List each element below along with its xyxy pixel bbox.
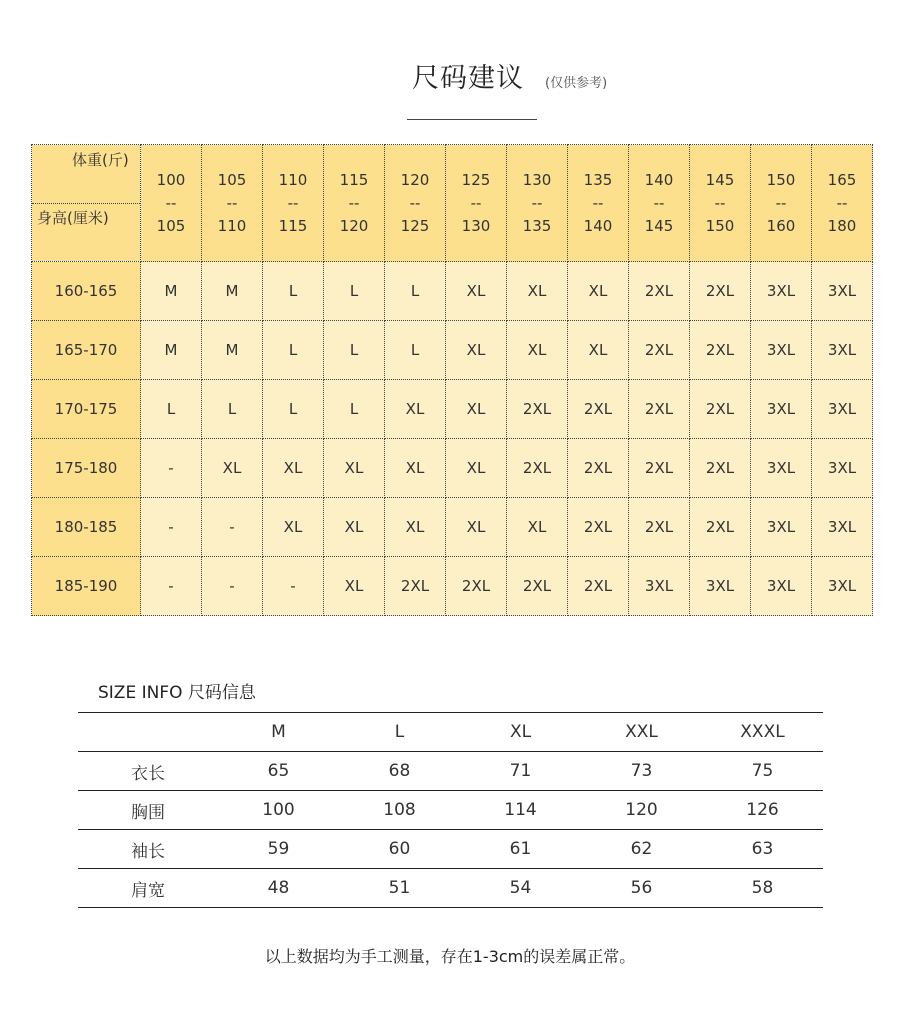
corner-cell xyxy=(32,145,141,262)
weight-separator: -- xyxy=(226,193,238,212)
weight-header-row xyxy=(32,145,873,262)
size-cell: 3XL xyxy=(812,262,873,321)
weight-to: 130 xyxy=(461,216,491,235)
weight-to: 145 xyxy=(644,216,674,235)
height-row xyxy=(32,557,873,616)
size-cell: XL xyxy=(385,439,446,498)
size-cell: - xyxy=(141,498,202,557)
size-cell: 3XL xyxy=(751,262,812,321)
size-column-header: M xyxy=(218,713,339,752)
size-cell: 3XL xyxy=(751,439,812,498)
measurement-value: 120 xyxy=(581,791,702,830)
size-cell: 3XL xyxy=(751,380,812,439)
height-range-cell: 160-165 xyxy=(32,262,141,321)
size-cell: 3XL xyxy=(690,557,751,616)
size-cell: 2XL xyxy=(568,498,629,557)
weight-to: 115 xyxy=(278,216,308,235)
size-info-row xyxy=(78,752,823,791)
height-row xyxy=(32,439,873,498)
measurement-value: 58 xyxy=(702,869,823,908)
weight-to: 180 xyxy=(827,216,857,235)
measurement-value: 100 xyxy=(218,791,339,830)
size-cell: XL xyxy=(446,262,507,321)
size-cell: L xyxy=(141,380,202,439)
size-cell: L xyxy=(263,380,324,439)
size-cell: 2XL xyxy=(629,380,690,439)
size-cell: M xyxy=(141,321,202,380)
size-cell: 3XL xyxy=(751,557,812,616)
size-cell: XL xyxy=(202,439,263,498)
measurement-label: 胸围 xyxy=(78,791,218,830)
measurement-value: 62 xyxy=(581,830,702,869)
weight-from: 115 xyxy=(339,170,369,189)
weight-separator: -- xyxy=(287,193,299,212)
weight-range-cell xyxy=(568,145,629,262)
weight-range-cell xyxy=(812,145,873,262)
size-cell: XL xyxy=(446,380,507,439)
size-cell: XL xyxy=(446,321,507,380)
height-range-cell: 180-185 xyxy=(32,498,141,557)
weight-range-cell xyxy=(385,145,446,262)
measurement-value: 73 xyxy=(581,752,702,791)
size-cell: XL xyxy=(385,498,446,557)
height-row xyxy=(32,380,873,439)
size-cell: L xyxy=(324,380,385,439)
measurement-note: 以上数据均为手工测量，存在1-3cm的误差属正常。 xyxy=(264,947,636,966)
size-cell: 3XL xyxy=(812,498,873,557)
weight-to: 135 xyxy=(522,216,552,235)
size-cell: L xyxy=(263,321,324,380)
measurement-value: 60 xyxy=(339,830,460,869)
size-cell: XL xyxy=(568,321,629,380)
weight-from: 140 xyxy=(644,170,674,189)
weight-axis-label: 体重(斤) xyxy=(72,151,129,169)
size-info-row xyxy=(78,791,823,830)
size-cell: 3XL xyxy=(812,321,873,380)
measurement-value: 56 xyxy=(581,869,702,908)
size-cell: L xyxy=(263,262,324,321)
weight-separator: -- xyxy=(409,193,421,212)
size-info-row xyxy=(78,869,823,908)
measurement-value: 68 xyxy=(339,752,460,791)
weight-range-cell xyxy=(507,145,568,262)
size-cell: 3XL xyxy=(812,380,873,439)
weight-separator: -- xyxy=(470,193,482,212)
size-cell: L xyxy=(385,321,446,380)
size-cell: 2XL xyxy=(690,380,751,439)
size-cell: M xyxy=(202,321,263,380)
weight-from: 100 xyxy=(156,170,186,189)
size-cell: XL xyxy=(507,498,568,557)
weight-range-cell xyxy=(690,145,751,262)
size-cell: L xyxy=(324,321,385,380)
height-range-cell: 175-180 xyxy=(32,439,141,498)
weight-from: 105 xyxy=(217,170,247,189)
height-row xyxy=(32,262,873,321)
weight-from: 125 xyxy=(461,170,491,189)
size-cell: - xyxy=(141,439,202,498)
size-column-header: XXXL xyxy=(702,713,823,752)
measurement-value: 75 xyxy=(702,752,823,791)
size-cell: XL xyxy=(324,498,385,557)
title-underline xyxy=(407,119,537,120)
measurement-value: 71 xyxy=(460,752,581,791)
size-cell: 2XL xyxy=(568,557,629,616)
height-range-cell: 185-190 xyxy=(32,557,141,616)
size-cell: 3XL xyxy=(812,439,873,498)
size-column-header: XL xyxy=(460,713,581,752)
size-cell: XL xyxy=(324,557,385,616)
weight-separator: -- xyxy=(714,193,726,212)
size-cell: 2XL xyxy=(507,380,568,439)
weight-separator: -- xyxy=(348,193,360,212)
size-cell: - xyxy=(141,557,202,616)
size-cell: XL xyxy=(568,262,629,321)
page-subtitle: (仅供参考) xyxy=(545,76,608,91)
measurement-label: 肩宽 xyxy=(78,869,218,908)
size-cell: 2XL xyxy=(629,321,690,380)
size-cell: 2XL xyxy=(690,321,751,380)
weight-separator: -- xyxy=(531,193,543,212)
size-cell: 2XL xyxy=(568,439,629,498)
size-cell: L xyxy=(324,262,385,321)
weight-separator: -- xyxy=(836,193,848,212)
measurement-value: 108 xyxy=(339,791,460,830)
weight-separator: -- xyxy=(165,193,177,212)
weight-from: 145 xyxy=(705,170,735,189)
size-column-header: L xyxy=(339,713,460,752)
size-cell: 2XL xyxy=(690,439,751,498)
weight-range-cell xyxy=(751,145,812,262)
size-cell: 3XL xyxy=(751,498,812,557)
size-cell: M xyxy=(141,262,202,321)
measurement-value: 114 xyxy=(460,791,581,830)
weight-from: 135 xyxy=(583,170,613,189)
size-cell: XL xyxy=(507,262,568,321)
weight-range-cell xyxy=(263,145,324,262)
weight-from: 165 xyxy=(827,170,857,189)
size-cell: XL xyxy=(263,439,324,498)
weight-to: 160 xyxy=(766,216,796,235)
measurement-value: 65 xyxy=(218,752,339,791)
size-info-header-row xyxy=(78,713,823,752)
size-cell: 2XL xyxy=(446,557,507,616)
height-row xyxy=(32,498,873,557)
size-cell: 2XL xyxy=(507,439,568,498)
weight-from: 110 xyxy=(278,170,308,189)
size-cell: - xyxy=(202,557,263,616)
weight-from: 150 xyxy=(766,170,796,189)
weight-from: 130 xyxy=(522,170,552,189)
size-cell: 3XL xyxy=(812,557,873,616)
height-row xyxy=(32,321,873,380)
size-cell: - xyxy=(202,498,263,557)
weight-to: 125 xyxy=(400,216,430,235)
size-info-row xyxy=(78,830,823,869)
title-block xyxy=(0,56,900,100)
size-cell: XL xyxy=(507,321,568,380)
size-cell: XL xyxy=(263,498,324,557)
size-cell: XL xyxy=(385,380,446,439)
height-range-cell: 170-175 xyxy=(32,380,141,439)
size-cell: XL xyxy=(446,498,507,557)
measurement-value: 54 xyxy=(460,869,581,908)
measurement-value: 51 xyxy=(339,869,460,908)
weight-to: 110 xyxy=(217,216,247,235)
weight-range-cell xyxy=(202,145,263,262)
weight-from: 120 xyxy=(400,170,430,189)
measurement-label: 衣长 xyxy=(78,752,218,791)
size-cell: 3XL xyxy=(629,557,690,616)
size-cell: 2XL xyxy=(568,380,629,439)
weight-to: 150 xyxy=(705,216,735,235)
size-cell: 2XL xyxy=(629,262,690,321)
size-info-title: SIZE INFO 尺码信息 xyxy=(98,683,256,703)
size-cell: 2XL xyxy=(507,557,568,616)
height-range-cell: 165-170 xyxy=(32,321,141,380)
measurement-value: 48 xyxy=(218,869,339,908)
weight-separator: -- xyxy=(775,193,787,212)
measurement-value: 126 xyxy=(702,791,823,830)
page-title: 尺码建议 xyxy=(412,63,524,94)
measurement-value: 61 xyxy=(460,830,581,869)
weight-to: 140 xyxy=(583,216,613,235)
size-cell: 2XL xyxy=(690,498,751,557)
size-column-header xyxy=(78,713,218,752)
measurement-value: 59 xyxy=(218,830,339,869)
size-cell: L xyxy=(385,262,446,321)
size-cell: 2XL xyxy=(690,262,751,321)
measurement-value: 63 xyxy=(702,830,823,869)
height-axis-label: 身高(厘米) xyxy=(37,209,109,227)
weight-separator: -- xyxy=(653,193,665,212)
size-cell: XL xyxy=(446,439,507,498)
weight-to: 120 xyxy=(339,216,369,235)
size-info-table xyxy=(78,712,823,908)
size-column-header: XXL xyxy=(581,713,702,752)
size-cell: XL xyxy=(324,439,385,498)
weight-range-cell xyxy=(629,145,690,262)
measurement-label: 袖长 xyxy=(78,830,218,869)
weight-range-cell xyxy=(324,145,385,262)
weight-separator: -- xyxy=(592,193,604,212)
size-cell: 2XL xyxy=(629,439,690,498)
size-cell: 3XL xyxy=(751,321,812,380)
weight-range-cell xyxy=(141,145,202,262)
size-cell: 2XL xyxy=(385,557,446,616)
weight-range-cell xyxy=(446,145,507,262)
size-cell: L xyxy=(202,380,263,439)
size-cell: - xyxy=(263,557,324,616)
corner-divider xyxy=(32,203,140,204)
weight-to: 105 xyxy=(156,216,186,235)
size-cell: M xyxy=(202,262,263,321)
size-cell: 2XL xyxy=(629,498,690,557)
size-recommendation-table xyxy=(31,144,873,616)
